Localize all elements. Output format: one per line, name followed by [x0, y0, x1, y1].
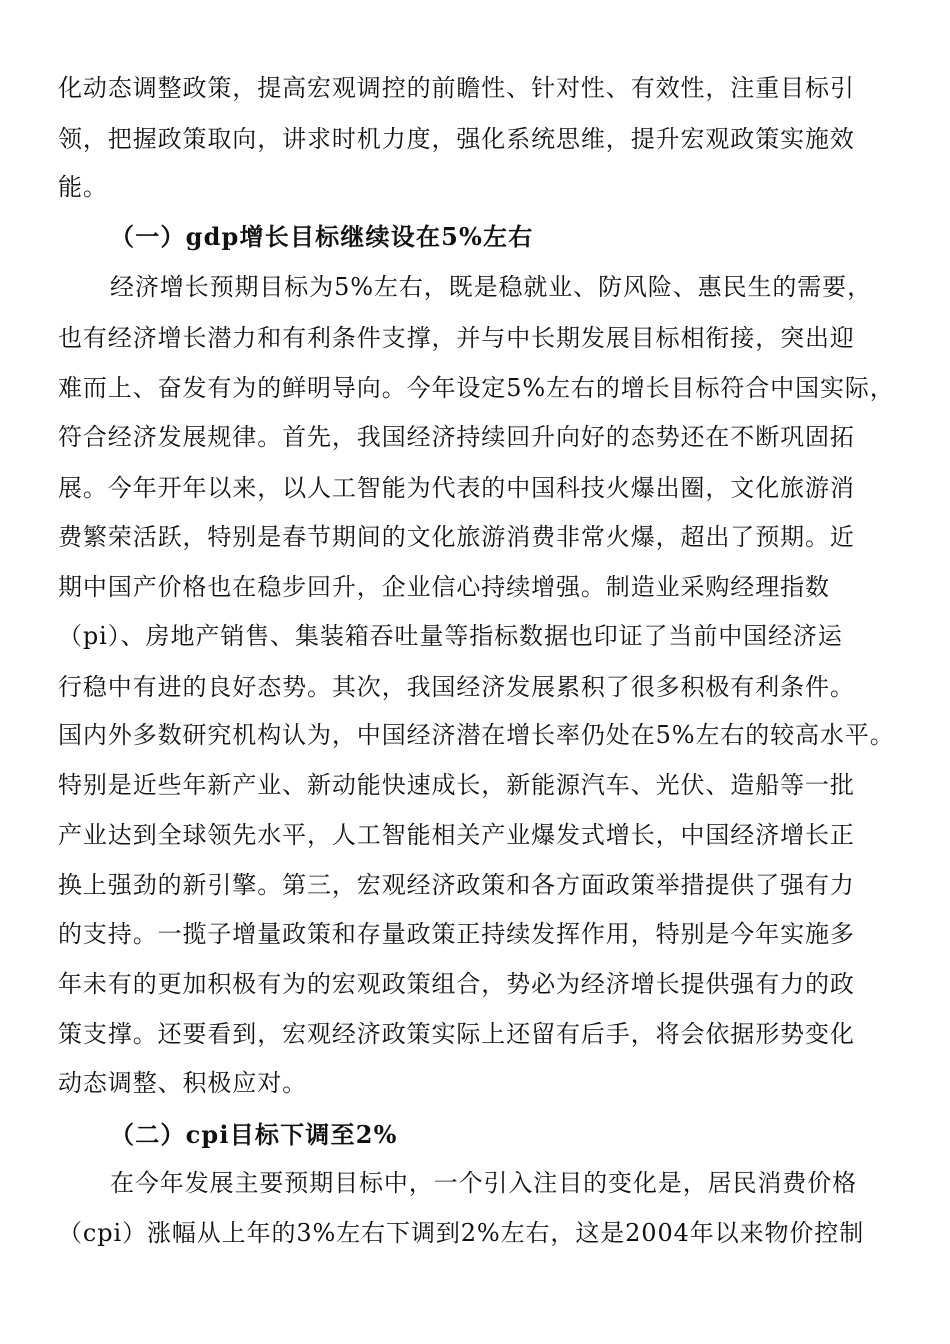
body-text-line: 费繁荣活跃，特别是春节期间的文化旅游消费非常火爆，超出了预期。近 — [58, 523, 855, 551]
body-text-line: 的支持。一揽子增量政策和存量政策正持续发挥作用，特别是今年实施多 — [58, 920, 855, 948]
body-text-line: 特别是近些年新产业、新动能快速成长，新能源汽车、光伏、造船等一批 — [58, 771, 855, 799]
body-text-line: 符合经济发展规律。首先，我国经济持续回升向好的态势还在不断巩固拓 — [58, 423, 855, 451]
body-text-line: （pi）、房地产销售、集装箱吞吐量等指标数据也印证了当前中国经济运 — [58, 622, 843, 650]
body-text-line: 也有经济增长潜力和有利条件支撑，并与中长期发展目标相衔接，突出迎 — [58, 324, 855, 352]
body-text-line: 领，把握政策取向，讲求时机力度，强化系统思维，提升宏观政策实施效 — [58, 125, 855, 153]
body-text-line: 能。 — [58, 173, 108, 201]
body-text-line: 经济增长预期目标为5%左右，既是稳就业、防风险、惠民生的需要， — [110, 273, 872, 301]
body-text-line: 化动态调整政策，提高宏观调控的前瞻性、针对性、有效性，注重目标引 — [58, 74, 855, 102]
body-text-line: 行稳中有进的良好态势。其次，我国经济发展累积了很多积极有利条件。 — [58, 673, 855, 701]
body-text-line: 动态调整、积极应对。 — [58, 1069, 307, 1097]
body-text-line: 产业达到全球领先水平，人工智能相关产业爆发式增长，中国经济增长正 — [58, 821, 855, 849]
section-heading: （二）cpi目标下调至2% — [110, 1120, 398, 1149]
body-text-line: 策支撑。还要看到，宏观经济政策实际上还留有后手，将会依据形势变化 — [58, 1020, 855, 1048]
body-text-line: 在今年发展主要预期目标中，一个引入注目的变化是，居民消费价格 — [110, 1169, 857, 1197]
body-text-line: （cpi）涨幅从上年的3%左右下调到2%左右，这是2004年以来物价控制 — [58, 1219, 865, 1247]
body-text-line: 国内外多数研究机构认为，中国经济潜在增长率仍处在5%左右的较高水平。 — [58, 721, 895, 749]
body-text-line: 期中国产价格也在稳步回升，企业信心持续增强。制造业采购经理指数 — [58, 573, 830, 601]
body-text-line: 展。今年开年以来，以人工智能为代表的中国科技火爆出圈，文化旅游消 — [58, 474, 855, 502]
body-text-line: 换上强劲的新引擎。第三，宏观经济政策和各方面政策举措提供了强有力 — [58, 871, 855, 899]
body-text-line: 难而上、奋发有为的鲜明导向。今年设定5%左右的增长目标符合中国实际， — [58, 374, 895, 402]
body-text-line: 年未有的更加积极有为的宏观政策组合，势必为经济增长提供强有力的政 — [58, 970, 855, 998]
section-heading: （一）gdp增长目标继续设在5%左右 — [110, 222, 534, 251]
